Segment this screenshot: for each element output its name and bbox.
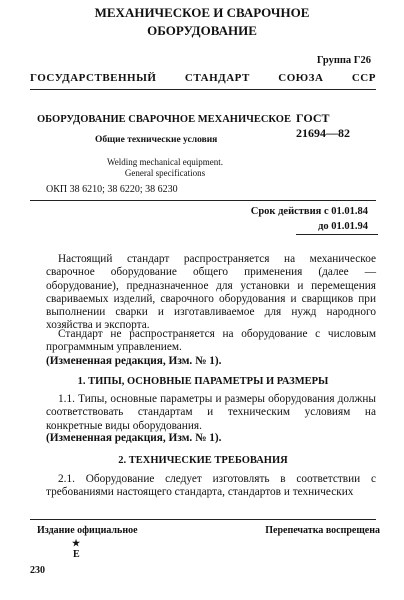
section-2-heading: 2. ТЕХНИЧЕСКИЕ ТРЕБОВАНИЯ (118, 455, 288, 466)
okp-codes: ОКП 38 6210; 38 6220; 38 6230 (46, 184, 178, 195)
validity-to: до 01.01.94 (318, 221, 368, 232)
section-1-heading: 1. ТИПЫ, ОСНОВНЫЕ ПАРАМЕТРЫ И РАЗМЕРЫ (77, 376, 329, 387)
english-title (0, 157, 330, 179)
standard-subtitle: Общие технические условия (95, 135, 218, 145)
intro-paragraph: Настоящий стандарт распространяется на механическое сварочное оборудование общего применения (далее — оборудование), предназначенное для установки и перемещения свариваемых изделий, сварочного оборудования и сварщиков при выполнении сварки и изготавливаемое для нужд народного хозяйства и экспорта. (46, 253, 376, 332)
reprint-prohibited-label: Перепечатка воспрещена (265, 525, 380, 536)
validity-from: Срок действия с 01.01.84 (250, 206, 368, 217)
gost-label: ГОСТ (296, 111, 330, 125)
edition-note-2: (Измененная редакция, Изм. № 1). (46, 432, 222, 444)
banner-word-1: ГОСУДАРСТВЕННЫЙ (30, 72, 157, 84)
state-standard-banner (30, 72, 376, 84)
banner-word-4: ССР (351, 72, 376, 84)
english-title-line-2: General specifications (124, 168, 206, 178)
edition-note-1: (Измененная редакция, Изм. № 1). (46, 355, 222, 367)
edition-letter: Е (73, 549, 80, 560)
english-title-line-1: Welding mechanical equipment. (107, 157, 223, 167)
validity-underline (296, 234, 378, 235)
page-number: 230 (30, 565, 45, 576)
banner-word-3: СОЮЗА (278, 72, 324, 84)
official-edition-label: Издание официальное (37, 525, 138, 536)
section-2-paragraph: 2.1. Оборудование следует изготовлять в соответствии с требованиями настоящего стандарта, стандартов и технических (46, 473, 376, 499)
title-line-2: ОБОРУДОВАНИЕ (147, 23, 257, 38)
standard-name: ОБОРУДОВАНИЕ СВАРОЧНОЕ МЕХАНИЧЕСКОЕ (37, 114, 291, 125)
gost-number: 21694—82 (296, 126, 350, 140)
banner-word-2: СТАНДАРТ (184, 72, 250, 84)
star-mark: ★ (72, 538, 81, 548)
header-divider (30, 200, 376, 201)
document-series-title (0, 4, 404, 40)
banner-divider (30, 89, 376, 90)
group-code: Группа Г26 (316, 55, 371, 66)
scope-paragraph: Стандарт не распространяется на оборудование с числовым программным управлением. (46, 328, 376, 354)
gost-designation (296, 111, 350, 141)
footer-divider (30, 519, 376, 520)
title-line-1: МЕХАНИЧЕСКОЕ И СВАРОЧНОЕ (94, 5, 310, 20)
section-1-paragraph: 1.1. Типы, основные параметры и размеры оборудования должны соответствовать стандартам и техническим условиям на конкретные виды оборудования. (46, 393, 376, 432)
